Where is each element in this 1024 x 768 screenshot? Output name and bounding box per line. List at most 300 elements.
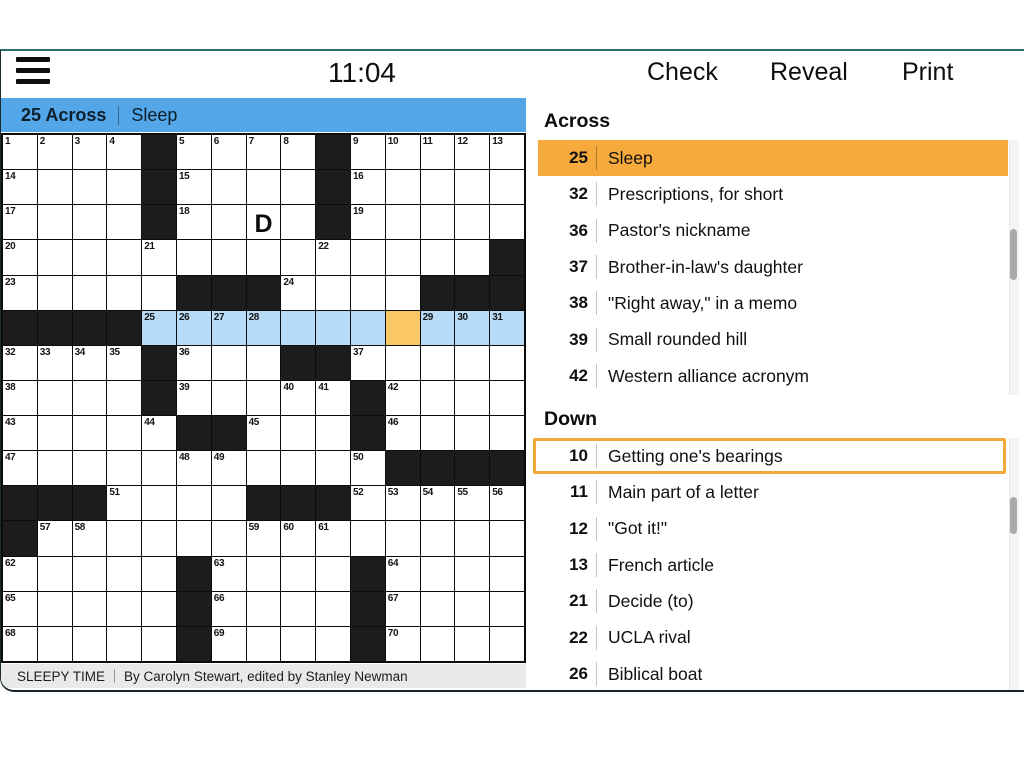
grid-cell[interactable] (455, 135, 489, 169)
cell-number: 5 (178, 136, 185, 147)
cell-number: 8 (283, 136, 289, 147)
grid-cell-highlighted[interactable] (212, 311, 246, 345)
grid-cell[interactable] (316, 451, 350, 485)
grid-cell[interactable] (386, 557, 420, 591)
clue-across-37[interactable] (538, 249, 1008, 285)
grid-cell[interactable] (351, 205, 385, 239)
grid-cell[interactable] (316, 627, 350, 661)
clue-divider (596, 444, 597, 468)
print-button[interactable]: Print (902, 58, 954, 86)
clue-down-22[interactable] (538, 620, 1008, 656)
grid-cell-black (421, 451, 455, 485)
grid-cell[interactable] (73, 592, 107, 626)
clue-down-13[interactable] (538, 547, 1008, 583)
grid-cell[interactable] (38, 346, 72, 380)
grid-cell[interactable] (455, 627, 489, 661)
grid-cell[interactable] (386, 276, 420, 310)
grid-cell[interactable] (247, 170, 281, 204)
clue-number: 26 (569, 664, 588, 684)
grid-cell[interactable] (455, 170, 489, 204)
cell-number: 3 (74, 136, 80, 147)
grid-cell[interactable] (247, 557, 281, 591)
grid-cell[interactable] (316, 240, 350, 274)
grid-cell-black (142, 170, 176, 204)
grid-cell[interactable] (351, 451, 385, 485)
grid-cell-highlighted[interactable] (421, 311, 455, 345)
grid-cell[interactable] (3, 205, 37, 239)
grid-cell[interactable] (281, 416, 315, 450)
grid-cell[interactable] (316, 381, 350, 415)
grid-cell-black (316, 346, 350, 380)
cell-number: 69 (213, 627, 225, 639)
across-scrollbar-thumb[interactable] (1010, 229, 1017, 280)
grid-cell[interactable] (73, 135, 107, 169)
active-clue-bar (1, 98, 526, 132)
clue-divider (596, 589, 597, 613)
grid-cell[interactable] (421, 170, 455, 204)
clue-down-12[interactable] (538, 511, 1008, 547)
grid-cell[interactable] (212, 381, 246, 415)
grid-cell[interactable] (351, 346, 385, 380)
grid-cell[interactable] (73, 240, 107, 274)
cell-number: 40 (283, 381, 294, 393)
grid-cell[interactable] (247, 627, 281, 661)
grid-cell[interactable] (490, 557, 524, 591)
grid-cell[interactable] (490, 205, 524, 239)
grid-cell-black (351, 557, 385, 591)
grid-cell[interactable] (3, 381, 37, 415)
grid-cell[interactable] (386, 592, 420, 626)
cell-number: 58 (74, 522, 85, 534)
grid-cell[interactable] (3, 557, 37, 591)
clue-number: 38 (569, 293, 588, 313)
clue-number: 39 (569, 329, 588, 349)
cell-number: 57 (39, 522, 51, 534)
grid-cell[interactable] (386, 240, 420, 274)
grid-cell[interactable] (38, 135, 72, 169)
cell-number: 21 (144, 241, 155, 253)
cell-number: 31 (492, 311, 503, 323)
grid-cell[interactable] (73, 205, 107, 239)
grid-cell-highlighted[interactable] (247, 311, 281, 345)
grid-cell[interactable] (212, 170, 246, 204)
clue-text: Small rounded hill (608, 329, 748, 350)
grid-cell[interactable] (177, 170, 211, 204)
clue-divider (596, 146, 597, 170)
clue-down-11[interactable] (538, 474, 1008, 510)
cell-number: 41 (318, 381, 329, 393)
puzzle-app-container (0, 49, 1024, 692)
grid-cell[interactable] (212, 486, 246, 520)
grid-cell[interactable] (490, 170, 524, 204)
grid-cell[interactable] (316, 521, 350, 555)
grid-cell-black (316, 170, 350, 204)
down-heading: Down (544, 408, 598, 430)
check-button[interactable]: Check (647, 58, 718, 86)
grid-cell[interactable] (212, 240, 246, 274)
cell-number: 35 (109, 346, 120, 358)
grid-cell[interactable] (142, 276, 176, 310)
cell-number: 29 (422, 311, 433, 323)
cell-number: 62 (5, 557, 16, 569)
grid-cell-black (490, 240, 524, 274)
clue-across-32[interactable] (538, 176, 1008, 212)
down-clue-list (538, 438, 1008, 692)
grid-cell[interactable] (247, 346, 281, 380)
grid-cell[interactable] (38, 416, 72, 450)
clue-down-21[interactable] (538, 583, 1008, 619)
grid-cell-black (142, 205, 176, 239)
grid-cell[interactable] (177, 451, 211, 485)
cell-number: 64 (387, 557, 399, 569)
grid-cell[interactable] (455, 381, 489, 415)
grid-cell[interactable] (421, 592, 455, 626)
grid-cell-black (73, 311, 107, 345)
grid-cell-black (351, 627, 385, 661)
grid-cell[interactable] (3, 240, 37, 274)
grid-cell[interactable] (212, 451, 246, 485)
grid-cell-highlighted[interactable] (177, 311, 211, 345)
cell-number: 44 (144, 417, 155, 429)
grid-cell[interactable] (247, 381, 281, 415)
active-clue-divider (118, 106, 119, 125)
grid-cell[interactable] (107, 627, 141, 661)
grid-cell[interactable] (455, 486, 489, 520)
clue-text: Pastor's nickname (608, 220, 751, 241)
clue-across-42[interactable] (538, 358, 1008, 394)
down-scrollbar-track[interactable] (1009, 438, 1019, 690)
grid-cell[interactable] (281, 557, 315, 591)
clue-text: Brother-in-law's daughter (608, 256, 803, 277)
grid-cell[interactable] (281, 627, 315, 661)
grid-cell-black (421, 276, 455, 310)
cell-number: 13 (492, 136, 503, 147)
grid-cell-black (177, 627, 211, 661)
grid-cell[interactable] (38, 627, 72, 661)
grid-cell[interactable] (386, 381, 420, 415)
grid-cell[interactable] (142, 592, 176, 626)
clue-divider (596, 364, 597, 388)
grid-cell[interactable] (73, 627, 107, 661)
grid-cell[interactable] (247, 135, 281, 169)
cell-number: 17 (5, 206, 16, 218)
clue-down-26[interactable] (538, 656, 1008, 692)
grid-cell[interactable] (142, 557, 176, 591)
grid-cell[interactable] (316, 276, 350, 310)
cell-number: 10 (387, 136, 399, 147)
clue-across-25-selected[interactable] (538, 140, 1008, 176)
clue-divider (596, 480, 597, 504)
grid-cell[interactable] (281, 451, 315, 485)
reveal-button[interactable]: Reveal (770, 58, 848, 86)
grid-cell[interactable] (3, 592, 37, 626)
grid-cell[interactable] (421, 557, 455, 591)
clue-text: Getting one's bearings (608, 445, 783, 466)
grid-cell-highlighted[interactable] (490, 311, 524, 345)
clue-across-36[interactable] (538, 213, 1008, 249)
cell-number: 15 (178, 171, 190, 183)
grid-cell[interactable] (247, 416, 281, 450)
grid-cell[interactable] (107, 135, 141, 169)
grid-cell[interactable] (281, 381, 315, 415)
grid-cell[interactable] (386, 135, 420, 169)
grid-cell[interactable] (73, 557, 107, 591)
grid-cell[interactable] (386, 346, 420, 380)
grid-cell-cursor[interactable] (386, 311, 420, 345)
grid-cell[interactable] (212, 521, 246, 555)
grid-cell[interactable] (73, 416, 107, 450)
grid-cell[interactable] (73, 381, 107, 415)
grid-cell[interactable] (247, 451, 281, 485)
grid-cell[interactable] (281, 240, 315, 274)
cell-number: 66 (213, 592, 225, 604)
cell-number: 9 (352, 136, 359, 147)
cell-number: 60 (283, 522, 294, 534)
across-heading: Across (544, 110, 611, 132)
clue-text: "Got it!" (608, 518, 668, 539)
clue-divider (596, 517, 597, 541)
cell-number: 30 (457, 311, 468, 323)
clue-number: 36 (569, 220, 588, 240)
grid-cell[interactable] (3, 276, 37, 310)
grid-cell[interactable] (107, 451, 141, 485)
cell-number: 7 (248, 136, 254, 147)
grid-cell[interactable] (142, 416, 176, 450)
grid-cell[interactable] (177, 240, 211, 274)
grid-cell[interactable] (212, 557, 246, 591)
grid-cell[interactable] (247, 240, 281, 274)
grid-cell[interactable] (490, 486, 524, 520)
grid-cell[interactable] (107, 381, 141, 415)
cell-number: 14 (5, 171, 16, 183)
grid-cell-black (38, 486, 72, 520)
grid-cell-black (351, 592, 385, 626)
grid-cell-highlighted[interactable] (351, 311, 385, 345)
grid-cell[interactable] (38, 557, 72, 591)
clue-across-39[interactable] (538, 322, 1008, 358)
grid-cell-highlighted[interactable] (316, 311, 350, 345)
grid-cell-black (490, 451, 524, 485)
grid-cell[interactable] (386, 627, 420, 661)
cell-number: 56 (492, 487, 503, 499)
grid-cell[interactable] (212, 627, 246, 661)
grid-cell[interactable] (421, 240, 455, 274)
grid-cell[interactable] (3, 170, 37, 204)
clue-text: Western alliance acronym (608, 365, 810, 386)
grid-cell[interactable] (177, 486, 211, 520)
grid-cell[interactable] (107, 346, 141, 380)
grid-cell[interactable] (177, 521, 211, 555)
grid-cell[interactable] (386, 486, 420, 520)
grid-cell[interactable] (421, 627, 455, 661)
grid-cell[interactable] (107, 276, 141, 310)
grid-cell[interactable] (421, 135, 455, 169)
clue-number: 32 (569, 184, 588, 204)
clue-across-38[interactable] (538, 285, 1008, 321)
grid-cell[interactable] (142, 486, 176, 520)
grid-cell[interactable] (421, 381, 455, 415)
grid-cell-highlighted[interactable] (142, 311, 176, 345)
grid-cell[interactable] (142, 521, 176, 555)
grid-cell[interactable] (142, 627, 176, 661)
grid-cell[interactable] (212, 205, 246, 239)
grid-cell[interactable] (177, 135, 211, 169)
grid-cell[interactable] (490, 627, 524, 661)
cell-number: 50 (352, 452, 364, 464)
grid-cell[interactable] (247, 592, 281, 626)
grid-cell-black (142, 135, 176, 169)
grid-cell[interactable] (421, 521, 455, 555)
grid-cell[interactable] (73, 521, 107, 555)
grid-cell[interactable] (386, 416, 420, 450)
grid-cell[interactable] (455, 205, 489, 239)
cell-number: 4 (109, 136, 115, 147)
cell-number: 23 (5, 276, 16, 288)
grid-cell[interactable] (107, 557, 141, 591)
grid-cell[interactable] (386, 170, 420, 204)
grid-cell[interactable] (142, 451, 176, 485)
grid-cell-highlighted[interactable] (281, 311, 315, 345)
grid-cell[interactable] (316, 557, 350, 591)
clue-number: 12 (569, 518, 588, 538)
grid-cell[interactable] (351, 276, 385, 310)
grid-cell[interactable] (281, 135, 315, 169)
grid-cell[interactable] (281, 521, 315, 555)
grid-cell[interactable] (73, 276, 107, 310)
down-scrollbar-thumb[interactable] (1010, 497, 1017, 534)
grid-cell[interactable] (455, 346, 489, 380)
grid-cell[interactable] (177, 381, 211, 415)
grid-cell[interactable] (281, 276, 315, 310)
grid-cell[interactable] (107, 486, 141, 520)
grid-cell[interactable] (281, 592, 315, 626)
grid-cell[interactable] (38, 592, 72, 626)
grid-cell[interactable] (247, 521, 281, 555)
grid-cell[interactable] (386, 205, 420, 239)
grid-cell[interactable] (490, 346, 524, 380)
grid-cell[interactable] (281, 170, 315, 204)
cell-number: 12 (457, 136, 468, 147)
across-clue-list (538, 140, 1008, 394)
clue-number: 42 (569, 366, 588, 386)
grid-cell-black (177, 416, 211, 450)
grid-cell[interactable] (38, 240, 72, 274)
grid-cell[interactable] (490, 416, 524, 450)
grid-cell-black (247, 486, 281, 520)
grid-cell[interactable] (38, 451, 72, 485)
grid-cell[interactable] (38, 170, 72, 204)
grid-cell[interactable] (455, 592, 489, 626)
grid-cell[interactable] (107, 240, 141, 274)
clue-divider (596, 662, 597, 686)
grid-cell[interactable] (3, 346, 37, 380)
grid-cell[interactable] (281, 205, 315, 239)
grid-cell[interactable] (490, 521, 524, 555)
grid-cell[interactable] (421, 205, 455, 239)
grid-cell[interactable] (107, 521, 141, 555)
grid-cell[interactable] (3, 416, 37, 450)
grid-cell[interactable] (38, 521, 72, 555)
cell-number: 59 (248, 522, 259, 534)
grid-cell[interactable] (421, 346, 455, 380)
grid-cell[interactable] (38, 276, 72, 310)
grid-cell-black (490, 276, 524, 310)
grid-cell-black (142, 346, 176, 380)
grid-cell[interactable] (3, 135, 37, 169)
grid-cell[interactable] (316, 592, 350, 626)
grid-cell[interactable] (107, 170, 141, 204)
clue-text: Decide (to) (608, 590, 694, 611)
grid-cell-highlighted[interactable] (455, 311, 489, 345)
grid-cell[interactable] (177, 205, 211, 239)
grid-cell[interactable] (107, 416, 141, 450)
hamburger-menu-button[interactable] (16, 55, 50, 86)
cell-number: 54 (422, 487, 433, 499)
grid-cell[interactable] (73, 170, 107, 204)
clue-divider (596, 626, 597, 650)
grid-cell[interactable] (490, 135, 524, 169)
grid-cell[interactable] (107, 205, 141, 239)
grid-cell[interactable] (316, 416, 350, 450)
cell-number: 11 (422, 136, 433, 147)
grid-cell[interactable] (38, 205, 72, 239)
grid-cell[interactable] (455, 521, 489, 555)
clue-down-10-selected[interactable] (533, 438, 1006, 474)
grid-cell[interactable] (490, 381, 524, 415)
grid-cell[interactable] (212, 592, 246, 626)
cell-number: 27 (213, 311, 225, 323)
clue-text: "Right away," in a memo (608, 292, 798, 313)
grid-cell[interactable] (351, 135, 385, 169)
grid-cell[interactable] (386, 521, 420, 555)
grid-cell[interactable] (142, 240, 176, 274)
grid-cell[interactable] (73, 451, 107, 485)
grid-cell-black (107, 311, 141, 345)
grid-cell[interactable] (421, 416, 455, 450)
cell-number: 16 (352, 171, 364, 183)
grid-cell[interactable] (351, 521, 385, 555)
grid-cell[interactable] (351, 170, 385, 204)
clue-number: 37 (569, 257, 588, 277)
clue-divider (596, 182, 597, 206)
grid-cell[interactable] (212, 346, 246, 380)
puzzle-title: SLEEPY TIME (17, 668, 106, 684)
grid-cell[interactable] (455, 416, 489, 450)
grid-cell[interactable] (490, 592, 524, 626)
grid-cell[interactable] (38, 381, 72, 415)
grid-cell[interactable] (351, 486, 385, 520)
active-clue-number: 25 Across (21, 104, 107, 125)
cell-number: 6 (213, 136, 219, 147)
cell-number: 32 (5, 346, 16, 358)
grid-cell[interactable] (107, 592, 141, 626)
grid-cell[interactable] (3, 451, 37, 485)
cell-number: 42 (387, 381, 399, 393)
grid-cell[interactable] (421, 486, 455, 520)
grid-cell[interactable] (455, 240, 489, 274)
cell-number: 25 (144, 311, 155, 323)
grid-cell[interactable] (3, 627, 37, 661)
grid-cell[interactable] (177, 346, 211, 380)
puzzle-footer (1, 664, 526, 688)
cell-number: 19 (352, 206, 364, 218)
grid-cell[interactable] (455, 557, 489, 591)
grid-cell[interactable] (351, 240, 385, 274)
cell-number: 33 (39, 346, 51, 358)
grid-cell[interactable] (73, 346, 107, 380)
grid-cell[interactable] (212, 135, 246, 169)
grid-cell[interactable] (247, 205, 281, 239)
